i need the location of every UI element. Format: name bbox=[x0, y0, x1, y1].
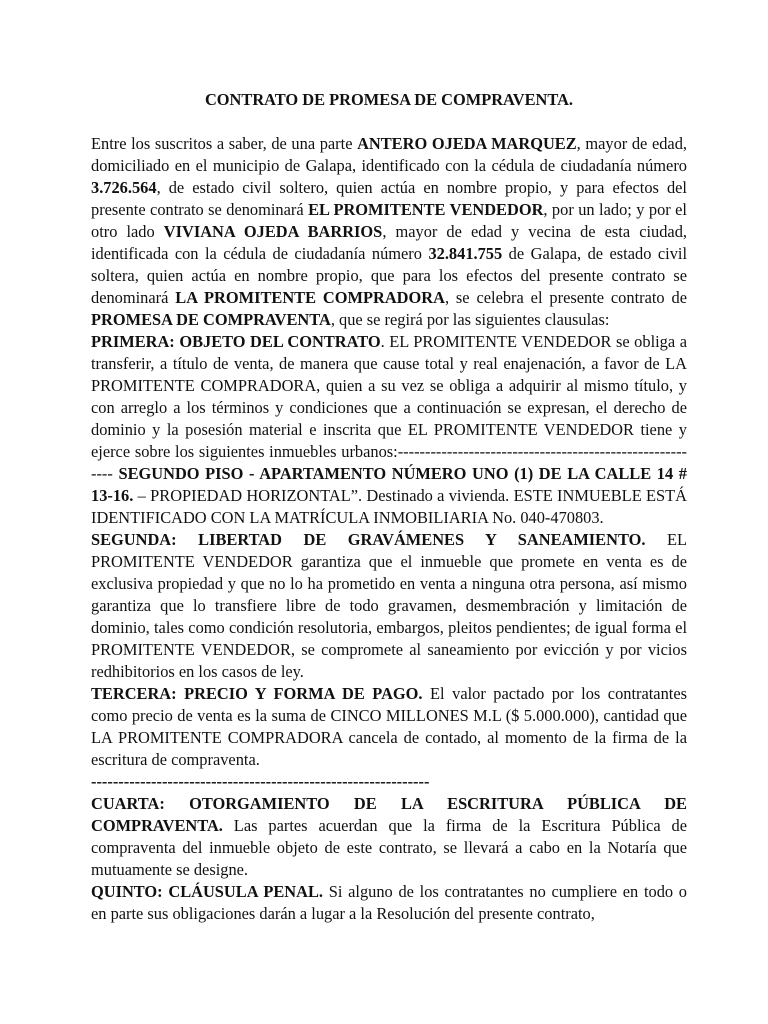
intro-paragraph bbox=[91, 133, 687, 331]
clause-tercera bbox=[91, 683, 687, 771]
seller-name: ANTERO OJEDA MARQUEZ bbox=[357, 134, 577, 153]
clause-primera bbox=[91, 331, 687, 529]
clause-segunda-text: EL PROMITENTE VENDEDOR garantiza que el inmueble que promete en venta es de exclusiva propiedad y que no lo ha prometido en venta a ninguna otra persona, así mismo garantiza que lo transfiere libre de todo gravamen, desmembración y limitación de dominio, tales como condición resolutoria, embargos, pleitos pendientes; de igual forma el PROMITENTE VENDEDOR, se compromete al saneamiento por evicción y por vicios redhibitorios en los casos de ley. bbox=[91, 530, 687, 681]
clause-tercera-heading: TERCERA: PRECIO Y FORMA DE PAGO. bbox=[91, 684, 423, 703]
intro-text-4: , por un lado; y por el otro lado bbox=[91, 200, 687, 241]
seller-id: 3.726.564 bbox=[91, 178, 157, 197]
clause-primera-heading: PRIMERA: OBJETO DEL CONTRATO bbox=[91, 332, 381, 351]
intro-text-7: , se celebra el presente contrato de bbox=[444, 288, 687, 307]
seller-role: EL PROMITENTE VENDEDOR bbox=[308, 200, 544, 219]
clause-cuarta-text: Las partes acuerdan que la firma de la Escritura Pública de compraventa del inmueble objeto de este contrato, se llevará a cabo en la Notaría que mutuamente se designe. bbox=[91, 816, 687, 879]
clause-tercera-dashes: -------------------------------------------------------------- bbox=[91, 772, 430, 791]
buyer-name: VIVIANA OJEDA BARRIOS bbox=[163, 222, 383, 241]
document-page bbox=[91, 89, 687, 925]
intro-text-6: de Galapa, de estado civil soltera, quien actúa en nombre propio, que para los efectos del presente contrato se denominará bbox=[91, 244, 687, 307]
intro-text-3: , de estado civil soltero, quien actúa en nombre propio, y para efectos del presente contrato se denominará bbox=[91, 178, 687, 219]
clause-primera-text-1: . EL PROMITENTE VENDEDOR se obliga a transferir, a título de venta, de manera que cause total y real enajenación, a favor de LA PROMITENTE COMPRADORA, quien a su vez se obliga a adquirir al mismo título, y con arreglo a los términos y condiciones que a continuación se expresan, el derecho de dominio y la posesión material e inscrita que EL PROMITENTE VENDEDOR tiene y ejerce sobre los siguientes inmuebles urbanos: bbox=[91, 332, 687, 461]
intro-text-2: , mayor de edad, domiciliado en el municipio de Galapa, identificado con la cédula de ciudadanía número bbox=[91, 134, 687, 175]
clause-segunda bbox=[91, 529, 687, 683]
clause-cuarta-heading: CUARTA: OTORGAMIENTO DE LA ESCRITURA PÚBLICA DE COMPRAVENTA. bbox=[91, 794, 687, 835]
document-title: CONTRATO DE PROMESA DE COMPRAVENTA. bbox=[204, 90, 574, 109]
clause-quinto-heading: QUINTO: CLÁUSULA PENAL. bbox=[91, 882, 323, 901]
intro-text-1: Entre los suscritos a saber, de una parte bbox=[91, 134, 358, 153]
contract-name: PROMESA DE COMPRAVENTA bbox=[91, 310, 331, 329]
clause-cuarta bbox=[91, 793, 687, 881]
clause-quinto bbox=[91, 881, 687, 925]
buyer-id: 32.841.755 bbox=[428, 244, 503, 263]
clause-segunda-heading: SEGUNDA: LIBERTAD DE GRAVÁMENES Y SANEAMIENTO. bbox=[91, 530, 646, 549]
clause-tercera-text: El valor pactado por los contratantes como precio de venta es la suma de CINCO MILLONES M.L ($ 5.000.000), cantidad que LA PROMITENTE COMPRADORA cancela de contado, al momento de la firma de la escritura de compraventa. bbox=[91, 684, 687, 769]
clause-primera-dashes: --------------------------------------------------------- bbox=[91, 442, 687, 483]
intro-text-5: , mayor de edad y vecina de esta ciudad, identificada con la cédula de ciudadanía número bbox=[91, 222, 687, 263]
buyer-role: LA PROMITENTE COMPRADORA bbox=[175, 288, 445, 307]
intro-text-8: , que se regirá por las siguientes clausulas: bbox=[330, 310, 610, 329]
clause-quinto-text: Si alguno de los contratantes no cumpliere en todo o en parte sus obligaciones darán a lugar a la Resolución del presente contrato, bbox=[91, 882, 688, 923]
clause-primera-property: SEGUNDO PISO - APARTAMENTO NÚMERO UNO (1) DE LA CALLE 14 # 13-16. bbox=[91, 464, 687, 505]
clause-primera-text-2: – PROPIEDAD HORIZONTAL”. Destinado a vivienda. ESTE INMUEBLE ESTÁ IDENTIFICADO CON LA MATRÍCULA INMOBILIARIA No. 040-470803. bbox=[91, 486, 687, 527]
